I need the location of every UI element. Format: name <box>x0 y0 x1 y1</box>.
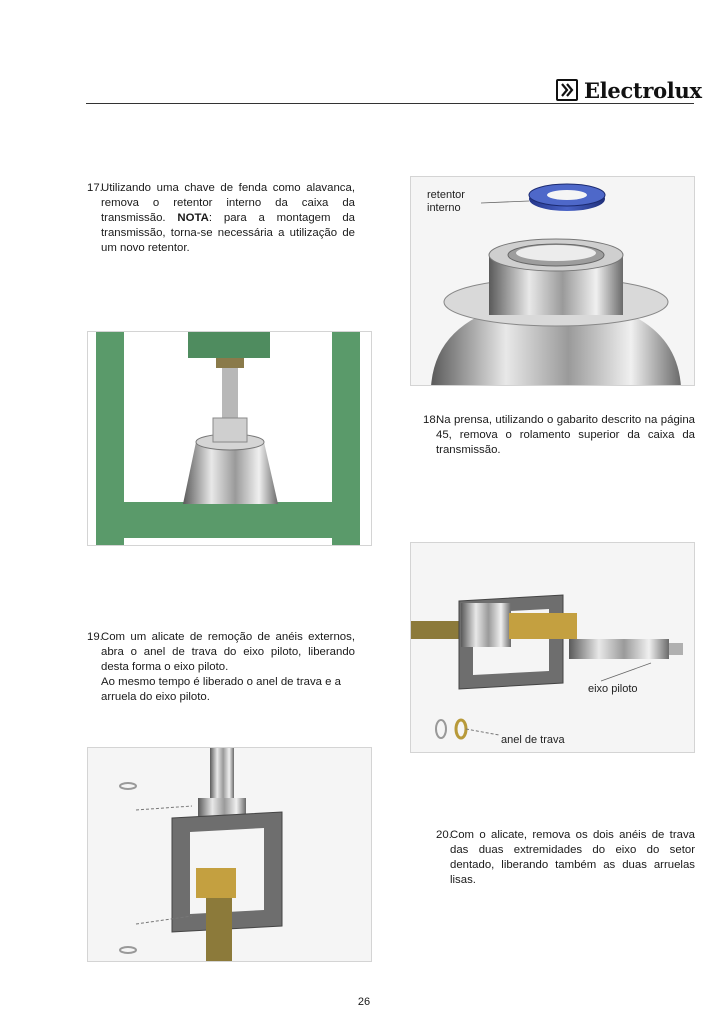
exploded-shaft-illustration <box>88 748 372 962</box>
step-number: 19. <box>87 631 103 643</box>
step-17 <box>87 181 355 256</box>
press-illustration <box>88 332 372 546</box>
page-number: 26 <box>357 996 371 1008</box>
figure-eixo-piloto <box>410 542 695 753</box>
step-text: Com o alicate, remova os dois anéis de trava das duas extremidades do eixo do setor dentado, liberando também as duas arruelas lisas. <box>450 829 695 886</box>
callout-anel-de-trava: anel de trava <box>501 734 565 746</box>
note-text: : para a montagem da transmissão, torna-se necessária a utilização de um novo retentor. <box>101 212 356 254</box>
step-text <box>87 181 355 256</box>
figure-press <box>87 331 372 546</box>
callout-retentor-interno: retentor interno <box>427 189 465 214</box>
step-text-extra: Ao mesmo tempo é liberado o anel de trava e a arruela do eixo piloto. <box>101 676 341 703</box>
figure-exploded-shaft <box>87 747 372 962</box>
note-label: NOTA <box>177 212 209 224</box>
step-18 <box>423 413 695 458</box>
brand-logo <box>556 77 702 103</box>
callout-eixo-piloto: eixo piloto <box>588 683 638 695</box>
step-19 <box>87 630 355 705</box>
step-text-plain: Utilizando uma chave de fenda como alavanca, remova o retentor interno da caixa da transmissão. <box>101 182 355 224</box>
electrolux-logo-icon <box>556 79 578 101</box>
step-text: Na prensa, utilizando o gabarito descrito na página 45, remova o rolamento superior da caixa da transmissão. <box>436 414 695 456</box>
figure-retentor <box>410 176 695 386</box>
step-number: 20. <box>436 829 452 841</box>
step-number: 18. <box>423 414 439 426</box>
gearbox-shaft-illustration <box>411 543 695 753</box>
step-text-main: Com um alicate de remoção de anéis externos, abra o anel de trava do eixo piloto, liberando desta forma o eixo piloto. <box>101 631 355 673</box>
brand-name: Electrolux <box>584 77 702 103</box>
step-number: 17. <box>87 182 103 194</box>
header-rule <box>86 103 694 104</box>
step-text <box>87 630 355 705</box>
step-20 <box>436 828 695 888</box>
